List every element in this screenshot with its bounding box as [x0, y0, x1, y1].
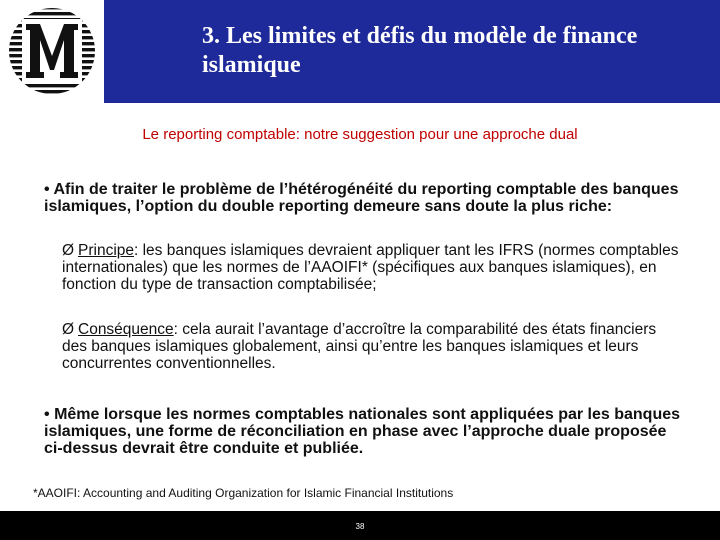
sub-item-label: Principe	[78, 242, 134, 259]
slide-subtitle: Le reporting comptable: notre suggestion pour une approche dual	[142, 126, 578, 143]
slide-title: 3. Les limites et défis du modèle de finance islamique	[202, 23, 638, 78]
sub-item-label: Conséquence	[78, 321, 174, 338]
bullet-paragraph	[44, 406, 684, 457]
sub-item-consequence	[62, 321, 682, 372]
bullet-text: Afin de traiter le problème de l’hétérogénéité du reporting comptable des banques islamiques, l’option du double reporting demeure sans doute la plus riche:	[44, 181, 679, 215]
sub-item-principe	[62, 242, 682, 293]
m-logo-icon	[0, 0, 104, 103]
sub-item-text: : cela aurait l’avantage d’accroître la comparabilité des états financiers des banques islamiques globalement, ainsi qu’entre les banques islamiques et leurs concurrentes conventionnelles.	[62, 321, 657, 372]
bullet-paragraph	[44, 181, 684, 215]
bullet-text: Même lorsque les normes comptables nationales sont appliquées par les banques islamiques, une forme de réconciliation en phase avec l’approche duale proposée ci-dessus devrait être conduite et publiée.	[44, 406, 681, 457]
bullet-marker: •	[44, 406, 50, 423]
arrow-icon: Ø	[62, 321, 75, 338]
sub-item-text: : les banques islamiques devraient appliquer tant les IFRS (normes comptables internationales) que les normes de l’AAOIFI* (spécifiques aux banques islamiques), en fonction du type de transaction comptabilisée;	[62, 242, 679, 293]
page-number: 38	[355, 522, 365, 531]
footnote: *AAOIFI: Accounting and Auditing Organization for Islamic Financial Institutions	[33, 486, 454, 500]
bullet-marker: •	[44, 181, 50, 198]
arrow-icon: Ø	[62, 242, 75, 259]
logo	[0, 0, 104, 103]
header-bar	[104, 0, 720, 103]
